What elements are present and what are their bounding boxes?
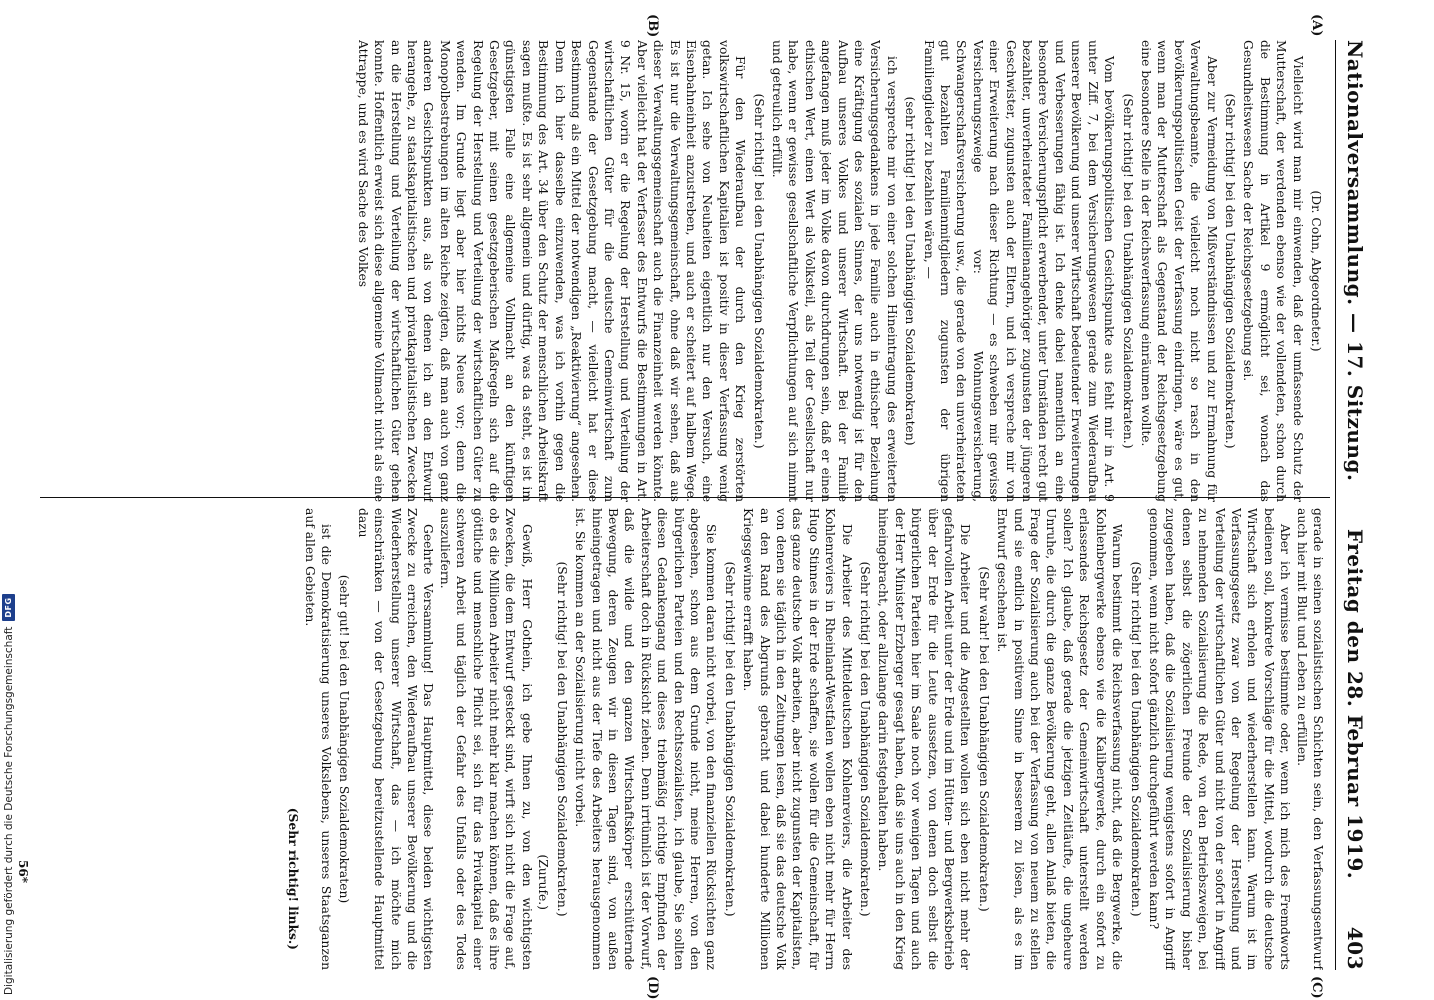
interjection: (Sehr wahr! bei den Unabhängigen Sozialdemokraten.) [976,566,991,912]
margin-mark-a: (A) [1309,14,1324,37]
interjection: (Sehr richtig! bei den Unabhängigen Sozialdemokraten.) [1222,93,1237,449]
paragraph: Vom bevölkerungspolitischen Gesichtspunkte aus fehlt mir in Art. 9 unter Ziff. 7, bei dem Versicherungswesen gerade zum Wiederaufbau unserer Bevölkerung und unserer Wirtschaft bedeutender Erweiterungen und Verbesserungen fähig ist. Ich denke dabei namentlich an eine besondere Versicherungspflicht erwerbender, unter Umständen recht gut bezahlter, unverheirateter Familienangehöriger zugunsten der jüngeren Geschwister, zugunsten auch der Eltern, und ich verspreche mir von einer Erweiterung nach dieser Richtung — es schweben mir gewisse Versicherungszweige vor: Wohnungsversicherung, Schwangerschaftsversicherung usw., die gerade von den unverheirateten gut bezahlten Familienmitgliedern zugunsten der übrigen Familienglieder zu bezahlen wären, — [921,40,1117,502]
paragraph: Die Arbeiter und die Angestellten wollen sich eben nicht mehr der gefahrvollen Arbeit unter der Erde und im Hütten- und Bergwerksbetrieb über der Erde für die Leute aussetzen, von denen doch selbst die bürgerlichen Parteien hier im Saale noch vor wenigen Tagen und auch der Herr Minister Erzberger gesagt haben, daß sie uns auch in den Krieg hineingebracht, oder allzulange darin festgehalten haben. [876,508,973,970]
header-rule [1335,40,1336,970]
paragraph: Vielleicht wird man mir einwenden, daß der umfassende Schutz der Mutterschaft, der werdenden ebenso wie der vollendeten, schon durch die Bestimmung in Artikel 9 ermöglicht sei, wonach das Gesundheitswesen Sache der Reichsgesetzgebung sei. [1241,40,1305,502]
page-number: 403 [1343,926,1367,970]
digitization-credit [2,0,22,1000]
paragraph: ist die Demokratisierung unseres Volkslebens, unseres Staatsganzen auf allen Gebieten. [302,508,334,970]
folio-mark: 56* [16,860,30,883]
left-column [40,40,1326,502]
interjection: (Sehr richtig! bei den Unabhängigen Sozialdemokraten.) [554,561,569,917]
margin-mark-c: (C) [1309,976,1324,999]
header-date: Freitag den 28. Februar 1919. [1343,528,1367,880]
credit-text: Digitalisierung gefördert durch die Deutsche Forschungsgemeinschaft [2,626,15,995]
paragraph: ich verspreche mir von einer solchen Hineintragung des erweiterten Versicherungsgedankens in jede Familie auch in ethischer Beziehung eine Kräftigung des sozialen Sinnes, der uns notwendig ist für den Aufbau unseres Volkes und unserer Wirtschaft. Bei der Familie angefangen muß jeder im Volke davon durchdrungen sein, daß er einen ethischen Wert, einen Wert als Volksteil, als Teil der Gesellschaft nur habe, wenn er gewisse gesellschaftliche Verpflichtungen auf sich nimmt und getreulich erfüllt. [770,40,899,502]
interjection: (Sehr richtig! bei den Unabhängigen Sozialdemokraten.) [722,561,737,917]
paragraph: Aber ich vermisse bestimmte oder, wenn ich mich des Fremdworts bedienen soll, konkrete Vorschläge für die Mittel, wodurch die deutsche Wirtschaft sich erholen und wiederherstellen kann. Warum ist im Verfassungsgesetz zwar von der Regelung der Herstellung und Verteilung der wirtschaftlichen Güter und nicht von der sofort in Angriff zu nehmenden Sozialisierung die Rede, von den Betriebszweigen, bei denen selbst die zögerlichen Freunde der Sozialisierung bisher zugegeben haben, daß die Sozialisierung wenigstens sofort in Angriff genommen, wenn nicht sofort gänzlich durchgeführt werden kann? [1146,508,1293,970]
paragraph: Gewiß, Herr Gothein, ich gebe Ihnen zu, von den wichtigsten Zwecken, die dem Entwurf gesteckt sind, wirft sich nicht die Frage auf, ob es die Millionen Arbeiter nicht mehr klar machen können, daß es ihre göttliche und menschliche Pflicht sei, sich für das Privatkapital einer schweren Arbeit und täglich der Gefahr des Unfalls oder des Todes auszuliefern. [437,508,534,970]
interjection: (Sehr richtig! bei den Unabhängigen Sozialdemokraten.) [1120,93,1135,449]
interjection: (Sehr richtig! bei den Unabhängigen Sozialdemokraten.) [751,93,766,449]
interjection: (Dr. Cohn, Abgeordneter.) [1309,190,1323,352]
margin-mark-d: (D) [645,976,660,1000]
paragraph: gerade in seinen sozialistischen Schichten sein, den Verfassungsentwurf auch hier mit Blut und Leben zu erfüllen. [1294,508,1325,970]
paragraph: Für den Wiederaufbau der durch den Krieg zerstörten volkswirtschaftlichen Kapitalien ist positiv in dieser Verfassung wenig getan. Ich sehe von Neuheiten eigentlich nur den Versuch, eine Eisenbahneinheit anzustreben, und auch er scheitert auf halbem Wege. Es ist nur die Verwaltungsgemeinschaft, ohne daß wir sehen, daß aus dieser Verwaltungsgemeinschaft auch die Finanzeinheit werden könnte. Aber vielleicht hat der Verfasser des Entwurfs die Bestimmungen in Art. 9 Nr. 15, worin er die Regelung der Herstellung und Verteilung der wirtschaftlichen Güter für die deutsche Gemeinwirtschaft zum Gegenstande der Gesetzgebung macht, — vielleicht hat er diese Bestimmung als ein Mittel der notwendigen „Reaktivierung“ angesehen. Denn ich hier dasselbe einzuwenden, was ich vorhin gegen die Bestimmung des Art. 34 über den Schutz der menschlichen Arbeitskraft sagen mußte. Es ist sehr allgemein und dürftig, was da steht, es ist im günstigsten Falle eine allgemeine Vollmacht an den künftigen Gesetzgeber, mit seinen gesetzgeberischen Maßregeln sich auf die Regelung der Herstellung und Verteilung der wirtschaftlichen Güter zu wenden. Im Grunde liegt aber hier nichts Neues vor; denn die Monopolbestrebungen im alten Reiche zeigten, daß man auch von ganz anderen Gesichtspunkten aus, als von denen ich an den Entwurf herangehe, zu staatskapitalistischen und privatkapitalistischen Zwecken an die Herstellung und Verteilung der wirtschaftlichen Güter gehen konnte. Hoffentlich erweist sich diese allgemeine Vollmacht nicht als eine Attrappe, und es wird Sache des Volkes [355,40,748,502]
interjection: (sehr richtig! bei den Unabhängigen Sozialdemokraten) [903,96,918,446]
paragraph: Geehrte Versammlung! Das Hauptmittel, diese beiden wichtigsten Zwecke zu erreichen, den Wiederaufbau unserer Bevölkerung und die Wiederherstellung unserer Wirtschaft, das — ich möchte mich einschränken — von der Gesetzgebung bereitzustellende Hauptmittel dazu [355,508,436,970]
interjection: (Zurufe.) [536,854,551,910]
paragraph: Sie kommen daran nicht vorbei, von den finanziellen Rücksichten ganz abgesehen, schon aus dem Grunde nicht, meine Herren, von den bürgerlichen Parteien und den Rechtssozialisten, ich glaube, Sie sollten diesen Gedankengang und dieses triebmäßig richtige Empfinden der Arbeiterschaft doch in Rücksicht ziehen. Denn irrtümlich ist der Vorwurf, daß die wilde und den ganzen Wirtschaftskörper erschütternde Bewegung, deren Zeugen wir in diesen Tagen sind, von außen hineingetragen und nicht aus der Tiefe des Arbeiters herausgenommen ist. Sie kommen an der Sozialisierung nicht vorbei. [573,508,719,970]
column-rule [40,497,1330,498]
margin-mark-b: (B) [645,14,660,38]
right-column [40,508,1326,970]
paragraph: Warum bestimmt die Reichsverfassung nicht, daß die Bergwerke, die Kohlenbergwerke ebenso wie die Kalibergwerke, durch ein sofort zu erlassendes Reichsgesetz der Gemeinwirtschaft unterstellt werden sollen? Ich glaube, daß gerade die jetzigen Zeitläufte, die ungeheure Unruhe, die durch die ganze Bevölkerung geht, allen Anlaß bieten, die Frage der Sozialisierung auch bei der Verfassung von neuem zu stellen und sie endlich in positivem Sinne in besserem zu lösen, als es im Entwurf geschehen ist. [995,508,1125,970]
header-left: Nationalversammlung. — 17. Sitzung. [1343,40,1367,482]
paragraph: Aber zur Vermeidung von Mißverständnissen und zur Ermahnung für Verwaltungsbeamte, die vielleicht noch nicht so rasch in den bevölkerungspolitischen Geist der Verfassung eindringen, wäre es gut, wenn man der Mutterschaft als Gegenstand der Reichsgesetzgebung eine besondere Stelle in der Reichsverfassung einräumen wollte. [1138,40,1219,502]
dfg-logo-icon: DFG [2,594,15,620]
interjection: (Sehr richtig! links.) [286,807,302,950]
paragraph: Die Arbeiter des Mitteldeutschen Kohlenreviers, die Arbeiter des Kohlenreviers in Rheinland-Westfalen wollen eben nicht mehr für Herrn Hugo Stinnes in der Erde schaffen, sie wollen für die Gemeinschaft, für das ganze deutsche Volk arbeiten, aber nicht zugunsten der Kapitalisten, von denen sie täglich in den Zeitungen lesen, daß sie das deutsche Volk an den Rand des Abgrunds gebracht und dabei hunderte Millionen Kriegsgewinne errafft haben. [741,508,854,970]
interjection: (Sehr richtig! bei den Unabhängigen Sozialdemokraten.) [858,561,873,917]
interjection: (Sehr richtig! bei den Unabhängigen Sozialdemokraten.) [1128,561,1143,917]
interjection: (sehr gut! bei den Unabhängigen Sozialdemokraten) [337,574,352,904]
document-page [10,0,1380,1000]
page-header [1338,40,1372,970]
